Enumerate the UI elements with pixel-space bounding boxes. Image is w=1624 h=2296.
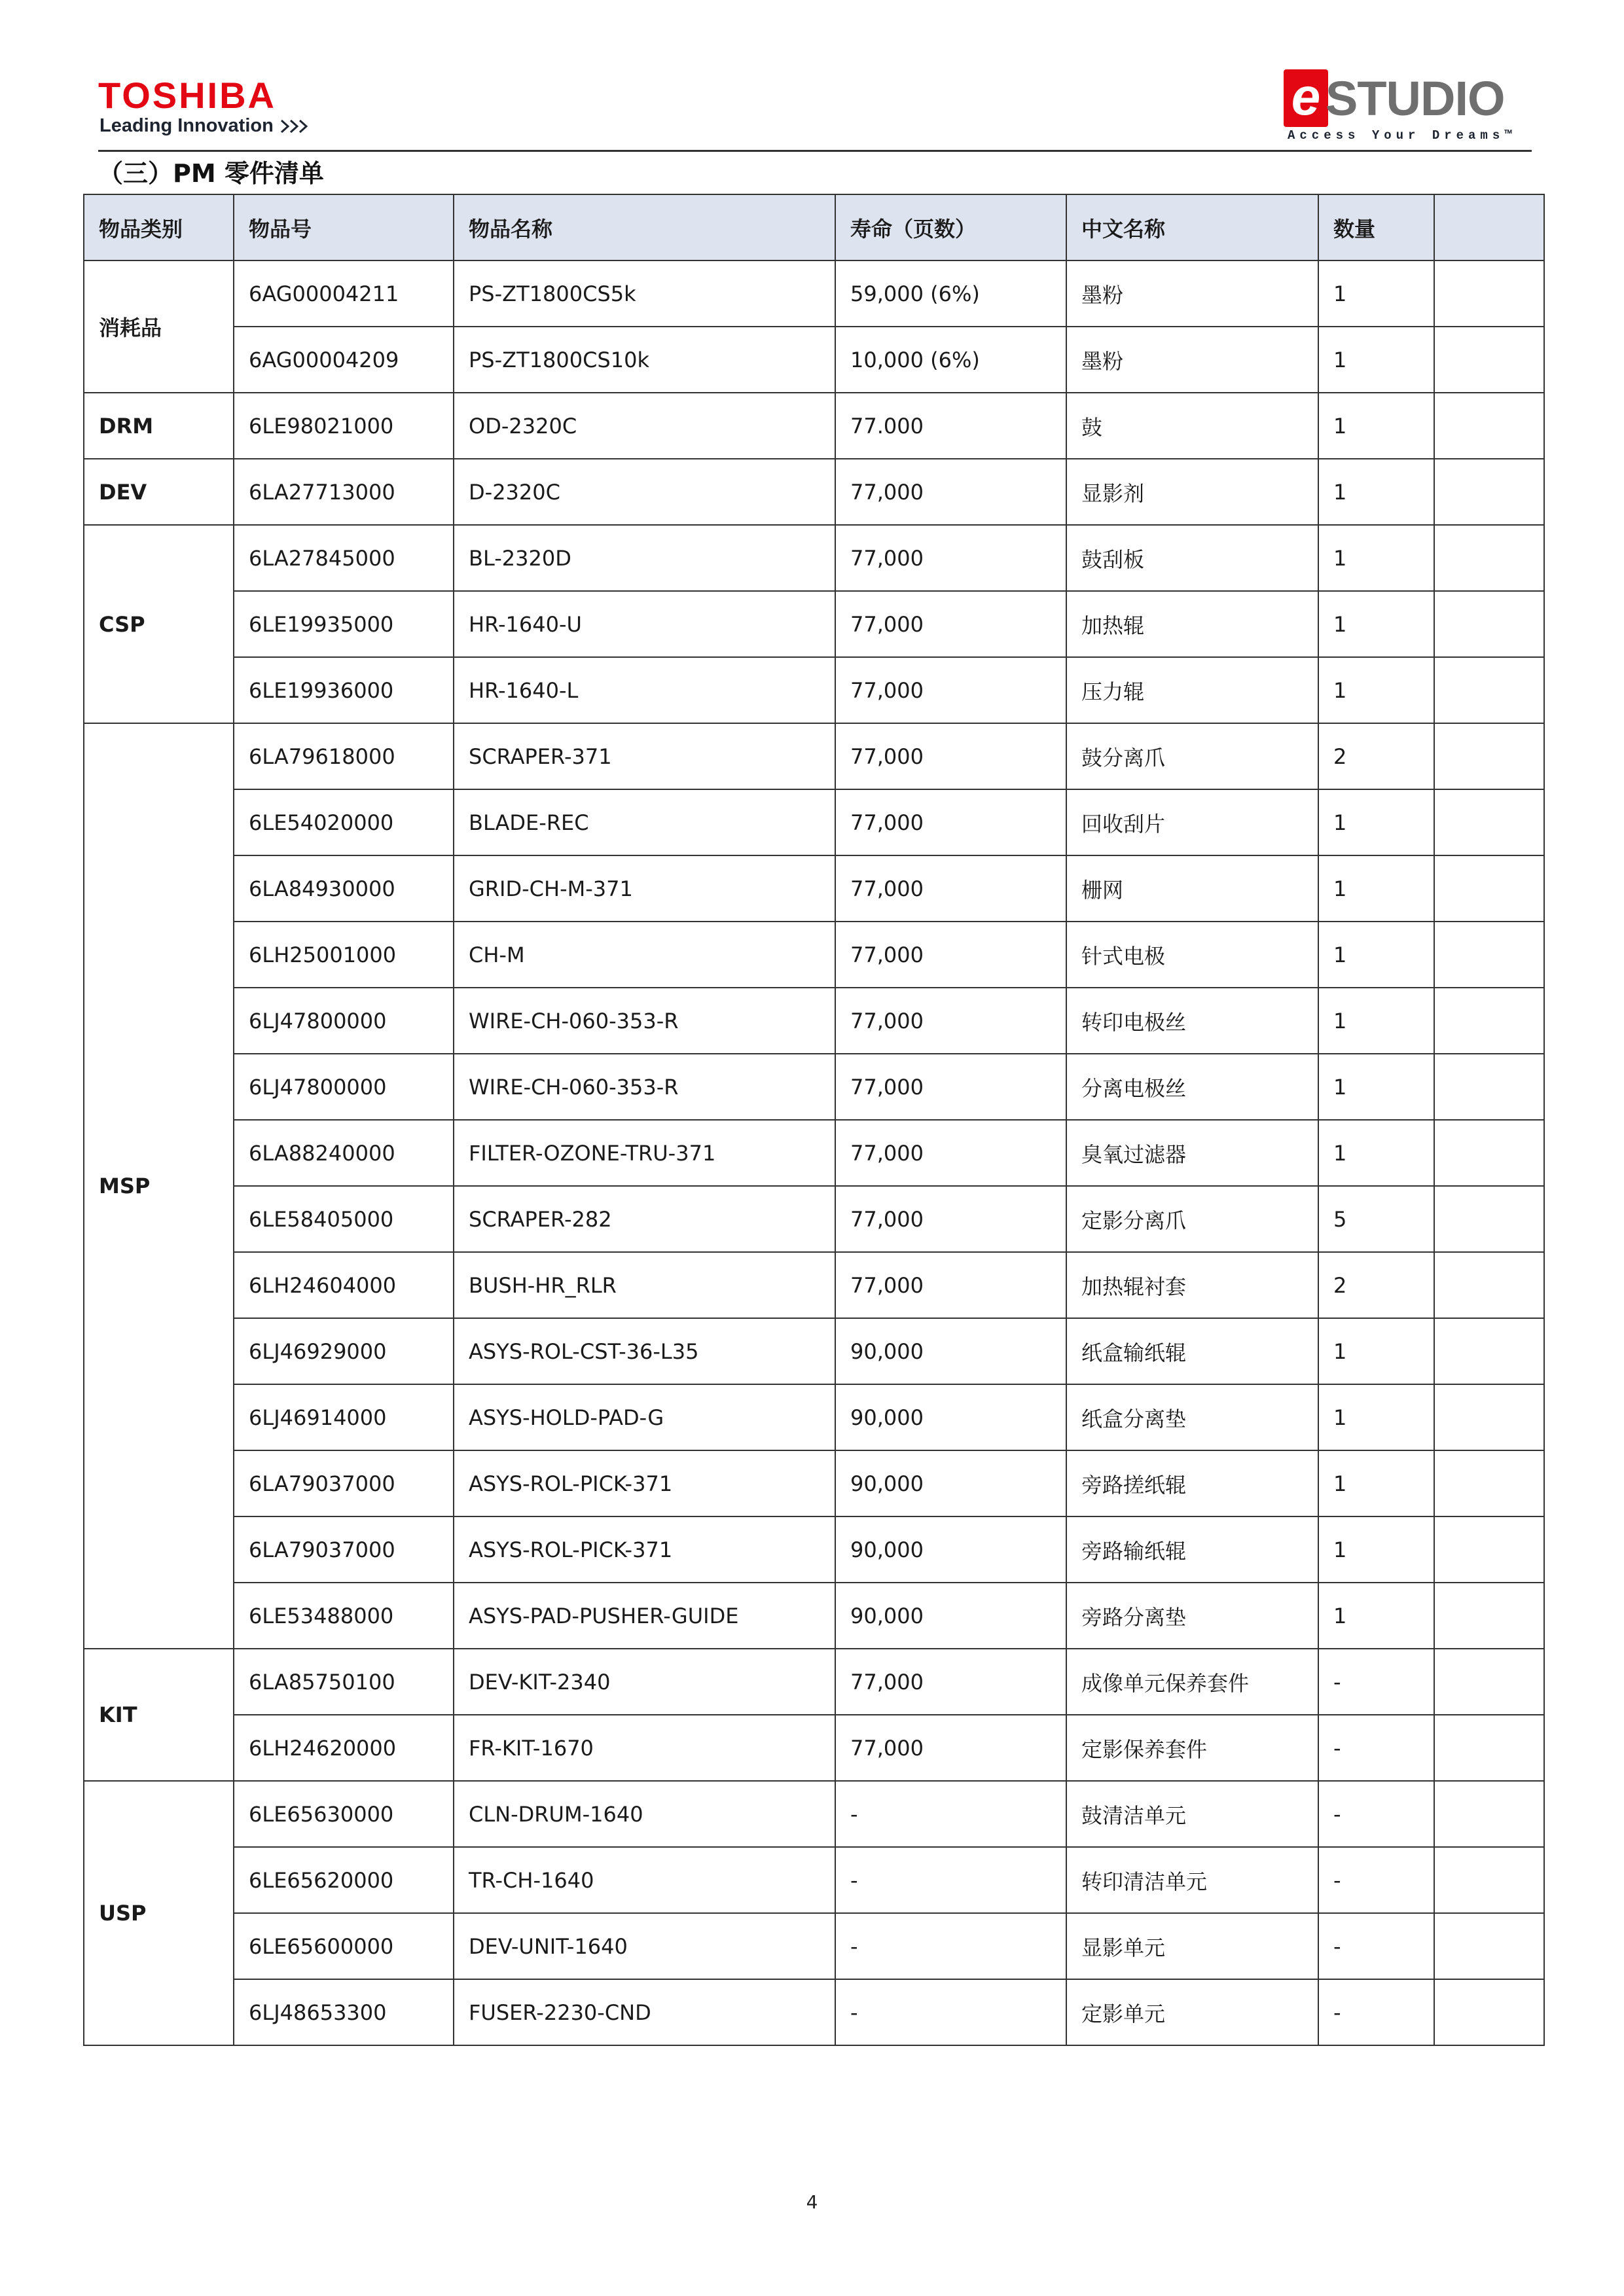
chinese-name-cell: 压力辊 bbox=[1066, 657, 1318, 723]
pm-parts-table bbox=[83, 194, 1545, 2046]
lifespan-cell: 90,000 bbox=[835, 1384, 1066, 1450]
part-name-cell: CH-M bbox=[454, 922, 835, 988]
table-body bbox=[84, 260, 1544, 2045]
part-number-cell: 6LE65600000 bbox=[234, 1913, 454, 1979]
brand-tagline bbox=[99, 117, 312, 135]
chinese-name-cell: 分离电极丝 bbox=[1066, 1054, 1318, 1120]
quantity-cell: 1 bbox=[1318, 789, 1434, 855]
part-name-cell: BLADE-REC bbox=[454, 789, 835, 855]
chinese-name-cell: 鼓分离爪 bbox=[1066, 723, 1318, 789]
category-cell: CSP bbox=[84, 525, 234, 723]
part-name-cell: BL-2320D bbox=[454, 525, 835, 591]
part-name-cell: ASYS-ROL-PICK-371 bbox=[454, 1516, 835, 1583]
lifespan-cell: 77,000 bbox=[835, 1054, 1066, 1120]
chinese-name-cell: 显影单元 bbox=[1066, 1913, 1318, 1979]
quantity-cell: 1 bbox=[1318, 657, 1434, 723]
table-row bbox=[84, 657, 1544, 723]
blank-cell bbox=[1434, 1913, 1544, 1979]
part-number-cell: 6LE54020000 bbox=[234, 789, 454, 855]
header-quantity: 数量 bbox=[1318, 194, 1434, 260]
quantity-cell: 1 bbox=[1318, 922, 1434, 988]
blank-cell bbox=[1434, 459, 1544, 525]
lifespan-cell: 77,000 bbox=[835, 459, 1066, 525]
header-chinese-name: 中文名称 bbox=[1066, 194, 1318, 260]
chinese-name-cell: 旁路搓纸辊 bbox=[1066, 1450, 1318, 1516]
blank-cell bbox=[1434, 789, 1544, 855]
table-row bbox=[84, 1715, 1544, 1781]
lifespan-cell: 90,000 bbox=[835, 1583, 1066, 1649]
e-studio-logo bbox=[1284, 64, 1532, 149]
table-row bbox=[84, 789, 1544, 855]
quantity-cell: 1 bbox=[1318, 327, 1434, 393]
header-part-number: 物品号 bbox=[234, 194, 454, 260]
quantity-cell: 1 bbox=[1318, 260, 1434, 327]
chinese-name-cell: 墨粉 bbox=[1066, 260, 1318, 327]
page-number: 4 bbox=[806, 2191, 818, 2213]
header-lifespan: 寿命（页数） bbox=[835, 194, 1066, 260]
quantity-cell: 1 bbox=[1318, 459, 1434, 525]
e-studio-logo-mark: e bbox=[1284, 69, 1328, 127]
table-row bbox=[84, 1450, 1544, 1516]
part-name-cell: HR-1640-U bbox=[454, 591, 835, 657]
chinese-name-cell: 旁路分离垫 bbox=[1066, 1583, 1318, 1649]
part-number-cell: 6LE53488000 bbox=[234, 1583, 454, 1649]
chinese-name-cell: 臭氧过滤器 bbox=[1066, 1120, 1318, 1186]
quantity-cell: 1 bbox=[1318, 525, 1434, 591]
part-number-cell: 6LA85750100 bbox=[234, 1649, 454, 1715]
lifespan-cell: 77,000 bbox=[835, 1252, 1066, 1318]
category-cell: MSP bbox=[84, 723, 234, 1649]
part-number-cell: 6LH24604000 bbox=[234, 1252, 454, 1318]
part-number-cell: 6LE58405000 bbox=[234, 1186, 454, 1252]
table-row bbox=[84, 1384, 1544, 1450]
part-name-cell: D-2320C bbox=[454, 459, 835, 525]
lifespan-cell: 77,000 bbox=[835, 723, 1066, 789]
lifespan-cell: 77.000 bbox=[835, 393, 1066, 459]
table-row bbox=[84, 922, 1544, 988]
blank-cell bbox=[1434, 1516, 1544, 1583]
part-name-cell: GRID-CH-M-371 bbox=[454, 855, 835, 922]
lifespan-cell: 10,000 (6%) bbox=[835, 327, 1066, 393]
table-row bbox=[84, 1847, 1544, 1913]
quantity-cell: - bbox=[1318, 1913, 1434, 1979]
table-row bbox=[84, 1516, 1544, 1583]
quantity-cell: 5 bbox=[1318, 1186, 1434, 1252]
blank-cell bbox=[1434, 1120, 1544, 1186]
lifespan-cell: 77,000 bbox=[835, 1186, 1066, 1252]
part-name-cell: BUSH-HR_RLR bbox=[454, 1252, 835, 1318]
tagline-text: Leading Innovation bbox=[99, 115, 274, 136]
blank-cell bbox=[1434, 723, 1544, 789]
part-name-cell: SCRAPER-371 bbox=[454, 723, 835, 789]
part-number-cell: 6LA27713000 bbox=[234, 459, 454, 525]
part-name-cell: ASYS-ROL-CST-36-L35 bbox=[454, 1318, 835, 1384]
quantity-cell: 1 bbox=[1318, 1054, 1434, 1120]
category-cell: USP bbox=[84, 1781, 234, 2045]
part-name-cell: PS-ZT1800CS10k bbox=[454, 327, 835, 393]
part-name-cell: ASYS-HOLD-PAD-G bbox=[454, 1384, 835, 1450]
toshiba-logo: TOSHIBA bbox=[98, 75, 276, 116]
chinese-name-cell: 成像单元保养套件 bbox=[1066, 1649, 1318, 1715]
part-name-cell: DEV-UNIT-1640 bbox=[454, 1913, 835, 1979]
table-row bbox=[84, 459, 1544, 525]
blank-cell bbox=[1434, 1384, 1544, 1450]
chinese-name-cell: 纸盒分离垫 bbox=[1066, 1384, 1318, 1450]
part-name-cell: WIRE-CH-060-353-R bbox=[454, 988, 835, 1054]
table-row bbox=[84, 723, 1544, 789]
table-row bbox=[84, 1913, 1544, 1979]
blank-cell bbox=[1434, 855, 1544, 922]
blank-cell bbox=[1434, 327, 1544, 393]
lifespan-cell: 77,000 bbox=[835, 525, 1066, 591]
blank-cell bbox=[1434, 1450, 1544, 1516]
quantity-cell: - bbox=[1318, 1781, 1434, 1847]
quantity-cell: 1 bbox=[1318, 1450, 1434, 1516]
blank-cell bbox=[1434, 988, 1544, 1054]
part-number-cell: 6LA79618000 bbox=[234, 723, 454, 789]
lifespan-cell: 77,000 bbox=[835, 657, 1066, 723]
quantity-cell: 1 bbox=[1318, 393, 1434, 459]
quantity-cell: 2 bbox=[1318, 723, 1434, 789]
chinese-name-cell: 回收刮片 bbox=[1066, 789, 1318, 855]
quantity-cell: 1 bbox=[1318, 988, 1434, 1054]
table-row bbox=[84, 591, 1544, 657]
header-divider bbox=[98, 150, 1532, 152]
blank-cell bbox=[1434, 260, 1544, 327]
table-row bbox=[84, 988, 1544, 1054]
table-row bbox=[84, 1186, 1544, 1252]
table-row bbox=[84, 525, 1544, 591]
table-row bbox=[84, 1781, 1544, 1847]
chinese-name-cell: 定影单元 bbox=[1066, 1979, 1318, 2045]
table-row bbox=[84, 1318, 1544, 1384]
chinese-name-cell: 定影保养套件 bbox=[1066, 1715, 1318, 1781]
lifespan-cell: 77,000 bbox=[835, 855, 1066, 922]
blank-cell bbox=[1434, 1649, 1544, 1715]
section-title: （三）PM 零件清单 bbox=[98, 159, 324, 188]
quantity-cell: 2 bbox=[1318, 1252, 1434, 1318]
part-number-cell: 6LA88240000 bbox=[234, 1120, 454, 1186]
part-number-cell: 6LJ46914000 bbox=[234, 1384, 454, 1450]
table-row bbox=[84, 393, 1544, 459]
triple-chevron-icon bbox=[280, 118, 312, 134]
chinese-name-cell: 针式电极 bbox=[1066, 922, 1318, 988]
chinese-name-cell: 栅网 bbox=[1066, 855, 1318, 922]
blank-cell bbox=[1434, 1186, 1544, 1252]
part-name-cell: DEV-KIT-2340 bbox=[454, 1649, 835, 1715]
lifespan-cell: - bbox=[835, 1781, 1066, 1847]
chinese-name-cell: 加热辊衬套 bbox=[1066, 1252, 1318, 1318]
e-studio-logo-text: STUDIO bbox=[1326, 71, 1505, 126]
chinese-name-cell: 纸盒输纸辊 bbox=[1066, 1318, 1318, 1384]
part-number-cell: 6LH25001000 bbox=[234, 922, 454, 988]
chinese-name-cell: 定影分离爪 bbox=[1066, 1186, 1318, 1252]
blank-cell bbox=[1434, 1847, 1544, 1913]
table-row bbox=[84, 1252, 1544, 1318]
part-name-cell: CLN-DRUM-1640 bbox=[454, 1781, 835, 1847]
lifespan-cell: 77,000 bbox=[835, 922, 1066, 988]
table-row bbox=[84, 1649, 1544, 1715]
header-category: 物品类别 bbox=[84, 194, 234, 260]
quantity-cell: - bbox=[1318, 1979, 1434, 2045]
part-number-cell: 6LH24620000 bbox=[234, 1715, 454, 1781]
lifespan-cell: 77,000 bbox=[835, 789, 1066, 855]
table-row bbox=[84, 1583, 1544, 1649]
part-number-cell: 6LA79037000 bbox=[234, 1516, 454, 1583]
table-row bbox=[84, 855, 1544, 922]
part-number-cell: 6LJ47800000 bbox=[234, 988, 454, 1054]
chinese-name-cell: 转印电极丝 bbox=[1066, 988, 1318, 1054]
quantity-cell: 1 bbox=[1318, 1318, 1434, 1384]
part-number-cell: 6AG00004211 bbox=[234, 260, 454, 327]
part-name-cell: PS-ZT1800CS5k bbox=[454, 260, 835, 327]
blank-cell bbox=[1434, 657, 1544, 723]
part-name-cell: ASYS-ROL-PICK-371 bbox=[454, 1450, 835, 1516]
chinese-name-cell: 鼓清洁单元 bbox=[1066, 1781, 1318, 1847]
part-name-cell: FR-KIT-1670 bbox=[454, 1715, 835, 1781]
part-number-cell: 6LE65620000 bbox=[234, 1847, 454, 1913]
blank-cell bbox=[1434, 922, 1544, 988]
quantity-cell: 1 bbox=[1318, 1583, 1434, 1649]
quantity-cell: 1 bbox=[1318, 855, 1434, 922]
blank-cell bbox=[1434, 1583, 1544, 1649]
quantity-cell: - bbox=[1318, 1715, 1434, 1781]
lifespan-cell: 77,000 bbox=[835, 1120, 1066, 1186]
chinese-name-cell: 鼓刮板 bbox=[1066, 525, 1318, 591]
lifespan-cell: - bbox=[835, 1847, 1066, 1913]
chinese-name-cell: 墨粉 bbox=[1066, 327, 1318, 393]
part-number-cell: 6LJ47800000 bbox=[234, 1054, 454, 1120]
blank-cell bbox=[1434, 1054, 1544, 1120]
chinese-name-cell: 鼓 bbox=[1066, 393, 1318, 459]
table-row bbox=[84, 1120, 1544, 1186]
lifespan-cell: 90,000 bbox=[835, 1516, 1066, 1583]
blank-cell bbox=[1434, 1318, 1544, 1384]
part-number-cell: 6LE65630000 bbox=[234, 1781, 454, 1847]
category-cell: DRM bbox=[84, 393, 234, 459]
blank-cell bbox=[1434, 1781, 1544, 1847]
category-cell: 消耗品 bbox=[84, 260, 234, 393]
lifespan-cell: 90,000 bbox=[835, 1318, 1066, 1384]
lifespan-cell: - bbox=[835, 1913, 1066, 1979]
chinese-name-cell: 显影剂 bbox=[1066, 459, 1318, 525]
chinese-name-cell: 转印清洁单元 bbox=[1066, 1847, 1318, 1913]
quantity-cell: - bbox=[1318, 1649, 1434, 1715]
part-number-cell: 6LE19936000 bbox=[234, 657, 454, 723]
quantity-cell: 1 bbox=[1318, 1384, 1434, 1450]
table-row bbox=[84, 327, 1544, 393]
part-name-cell: TR-CH-1640 bbox=[454, 1847, 835, 1913]
part-name-cell: FUSER-2230-CND bbox=[454, 1979, 835, 2045]
lifespan-cell: - bbox=[835, 1979, 1066, 2045]
blank-cell bbox=[1434, 393, 1544, 459]
part-name-cell: FILTER-OZONE-TRU-371 bbox=[454, 1120, 835, 1186]
part-number-cell: 6AG00004209 bbox=[234, 327, 454, 393]
blank-cell bbox=[1434, 1715, 1544, 1781]
part-number-cell: 6LJ48653300 bbox=[234, 1979, 454, 2045]
blank-cell bbox=[1434, 525, 1544, 591]
table-row bbox=[84, 1054, 1544, 1120]
lifespan-cell: 90,000 bbox=[835, 1450, 1066, 1516]
quantity-cell: 1 bbox=[1318, 1516, 1434, 1583]
part-name-cell: HR-1640-L bbox=[454, 657, 835, 723]
blank-cell bbox=[1434, 1252, 1544, 1318]
blank-cell bbox=[1434, 591, 1544, 657]
quantity-cell: 1 bbox=[1318, 1120, 1434, 1186]
part-number-cell: 6LE19935000 bbox=[234, 591, 454, 657]
part-number-cell: 6LA27845000 bbox=[234, 525, 454, 591]
category-cell: DEV bbox=[84, 459, 234, 525]
lifespan-cell: 77,000 bbox=[835, 988, 1066, 1054]
part-number-cell: 6LA79037000 bbox=[234, 1450, 454, 1516]
header-part-name: 物品名称 bbox=[454, 194, 835, 260]
part-name-cell: OD-2320C bbox=[454, 393, 835, 459]
part-name-cell: SCRAPER-282 bbox=[454, 1186, 835, 1252]
lifespan-cell: 77,000 bbox=[835, 1649, 1066, 1715]
lifespan-cell: 77,000 bbox=[835, 1715, 1066, 1781]
part-name-cell: ASYS-PAD-PUSHER-GUIDE bbox=[454, 1583, 835, 1649]
e-studio-slogan: Access Your Dreams™ bbox=[1288, 128, 1517, 143]
table-row bbox=[84, 260, 1544, 327]
chinese-name-cell: 加热辊 bbox=[1066, 591, 1318, 657]
lifespan-cell: 59,000 (6%) bbox=[835, 260, 1066, 327]
part-name-cell: WIRE-CH-060-353-R bbox=[454, 1054, 835, 1120]
blank-cell bbox=[1434, 1979, 1544, 2045]
chinese-name-cell: 旁路输纸辊 bbox=[1066, 1516, 1318, 1583]
table-row bbox=[84, 1979, 1544, 2045]
part-number-cell: 6LA84930000 bbox=[234, 855, 454, 922]
quantity-cell: 1 bbox=[1318, 591, 1434, 657]
category-cell: KIT bbox=[84, 1649, 234, 1781]
part-number-cell: 6LJ46929000 bbox=[234, 1318, 454, 1384]
quantity-cell: - bbox=[1318, 1847, 1434, 1913]
lifespan-cell: 77,000 bbox=[835, 591, 1066, 657]
table-header-row bbox=[84, 194, 1544, 260]
part-number-cell: 6LE98021000 bbox=[234, 393, 454, 459]
header-blank bbox=[1434, 194, 1544, 260]
